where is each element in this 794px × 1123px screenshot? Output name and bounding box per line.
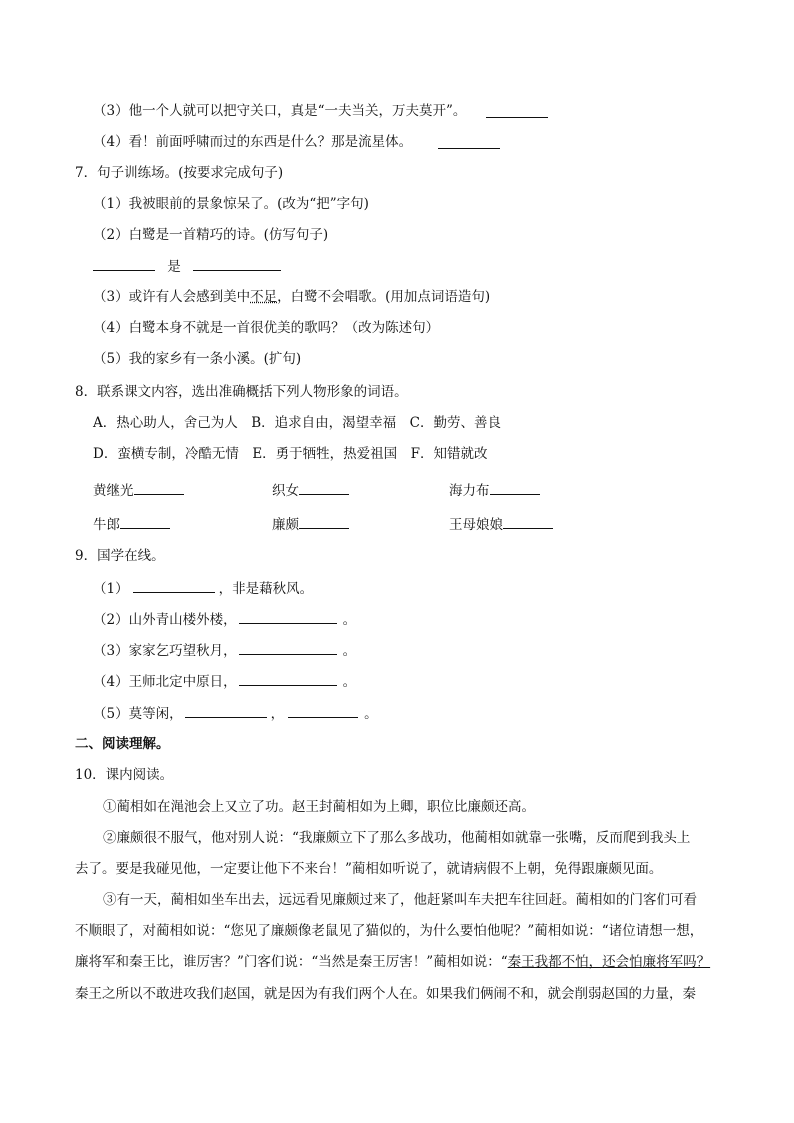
q8-answer-wangmuniangniang: 王母娘娘 bbox=[449, 514, 553, 535]
q7-item2-fill-line: 是 bbox=[93, 256, 281, 277]
answer-blank[interactable] bbox=[120, 514, 170, 529]
q9-item5: （5）莫等闲， ， 。 bbox=[93, 703, 378, 724]
answer-blank[interactable] bbox=[134, 480, 184, 495]
q6-item4-answer-blank[interactable] bbox=[438, 134, 500, 149]
q10-paragraph-3-line-2: 不顺眼了，对蔺相如说：“您见了廉颇像老鼠见了猫似的，为什么要怕他呢？”蔺相如说：“诸位请想一想， bbox=[75, 923, 704, 939]
q9-item3: （3）家家乞巧望秋月， 。 bbox=[93, 640, 356, 661]
answer-blank[interactable] bbox=[299, 514, 349, 529]
q6-item4: （4）看！前面呼啸而过的东西是什么？那是流星体。 bbox=[93, 134, 413, 150]
q7-fill-blank-2[interactable] bbox=[193, 256, 281, 271]
q10-paragraph-3-line-3: 廉将军和秦王比，谁厉害？”门客们说：“当然是秦王厉害！”蔺相如说：“秦王我都不怕，还会怕廉将军吗？ bbox=[75, 954, 711, 970]
q10-paragraph-3-line-4: 秦王之所以不敢进攻我们赵国，就是因为有我们两个人在。如果我们俩闹不和，就会削弱赵国的力量，秦 bbox=[75, 986, 696, 1002]
q7-title: 7．句子训练场。(按要求完成句子) bbox=[75, 165, 284, 181]
q9-item5-blank-1[interactable] bbox=[185, 703, 267, 718]
answer-blank[interactable] bbox=[490, 480, 540, 495]
q8-options-line1: A．热心助人，舍己为人 B．追求自由，渴望幸福 C．勤劳、善良 bbox=[93, 415, 501, 431]
q7-item3: （3）或许有人会感到美中不足，白鹭不会唱歌。(用加点词语造句) bbox=[93, 289, 491, 305]
q8-title: 8．联系课文内容，选出准确概括下列人物形象的词语。 bbox=[75, 384, 408, 400]
answer-blank[interactable] bbox=[503, 514, 553, 529]
q8-answer-zhinv: 织女 bbox=[272, 480, 349, 501]
q7-item2: （2）白鹭是一首精巧的诗。(仿写句子) bbox=[93, 227, 329, 243]
q9-item4-blank[interactable] bbox=[239, 671, 337, 686]
q9-item1-blank[interactable] bbox=[133, 578, 215, 593]
q7-item4: （4）白鹭本身不就是一首很优美的歌吗？（改为陈述句） bbox=[93, 320, 440, 336]
q9-item4: （4）王师北定中原日， 。 bbox=[93, 671, 356, 692]
q8-answer-hailibu: 海力布 bbox=[449, 480, 540, 501]
q10-paragraph-3-line-1: ③有一天，蔺相如坐车出去，远远看见廉颇过来了，他赶紧叫车夫把车往回赶。蔺相如的门客们可看 bbox=[103, 892, 697, 908]
q8-answer-huangjiguang: 黄继光 bbox=[93, 480, 184, 501]
q7-item5: （5）我的家乡有一条小溪。(扩句) bbox=[93, 351, 302, 367]
q6-item3: （3）他一个人就可以把守关口，真是“一夫当关，万夫莫开”。 bbox=[93, 103, 467, 119]
q10-paragraph-2-line-1: ②廉颇很不服气，他对别人说：“我廉颇立下了那么多战功，他蔺相如就靠一张嘴，反而爬到我头上 bbox=[103, 830, 691, 846]
q10-paragraph-1: ①蔺相如在渑池会上又立了功。赵王封蔺相如为上卿，职位比廉颇还高。 bbox=[103, 799, 535, 815]
q9-item5-blank-2[interactable] bbox=[288, 703, 358, 718]
q9-title: 9．国学在线。 bbox=[75, 548, 165, 564]
q10-title: 10．课内阅读。 bbox=[75, 767, 174, 783]
q7-item1: （1）我被眼前的景象惊呆了。(改为“把”字句) bbox=[93, 196, 369, 212]
q9-item1: （1） ，非是藉秋风。 bbox=[93, 578, 313, 599]
answer-blank[interactable] bbox=[299, 480, 349, 495]
q9-item2-blank[interactable] bbox=[239, 609, 337, 624]
q6-item3-answer-blank[interactable] bbox=[486, 103, 548, 118]
q9-item3-blank[interactable] bbox=[239, 640, 337, 655]
q9-item2: （2）山外青山楼外楼， 。 bbox=[93, 609, 356, 630]
q8-answer-lianpo: 廉颇 bbox=[272, 514, 349, 535]
q8-options-line2: D．蛮横专制，冷酷无情 E．勇于牺牲，热爱祖国 F．知错就改 bbox=[93, 446, 488, 462]
section-2-heading: 二、阅读理解。 bbox=[75, 736, 170, 752]
underlined-sentence: 秦王我都不怕，还会怕廉将军吗？ bbox=[507, 954, 711, 970]
q10-paragraph-2-line-2: 去了。要是我碰见他，一定要让他下不来台！”蔺相如听说了，就请病假不上朝，免得跟廉颇见面。 bbox=[75, 861, 663, 877]
q7-fill-blank-1[interactable] bbox=[93, 256, 155, 271]
dotted-word: 不足 bbox=[250, 289, 278, 305]
q8-answer-niulang: 牛郎 bbox=[93, 514, 170, 535]
